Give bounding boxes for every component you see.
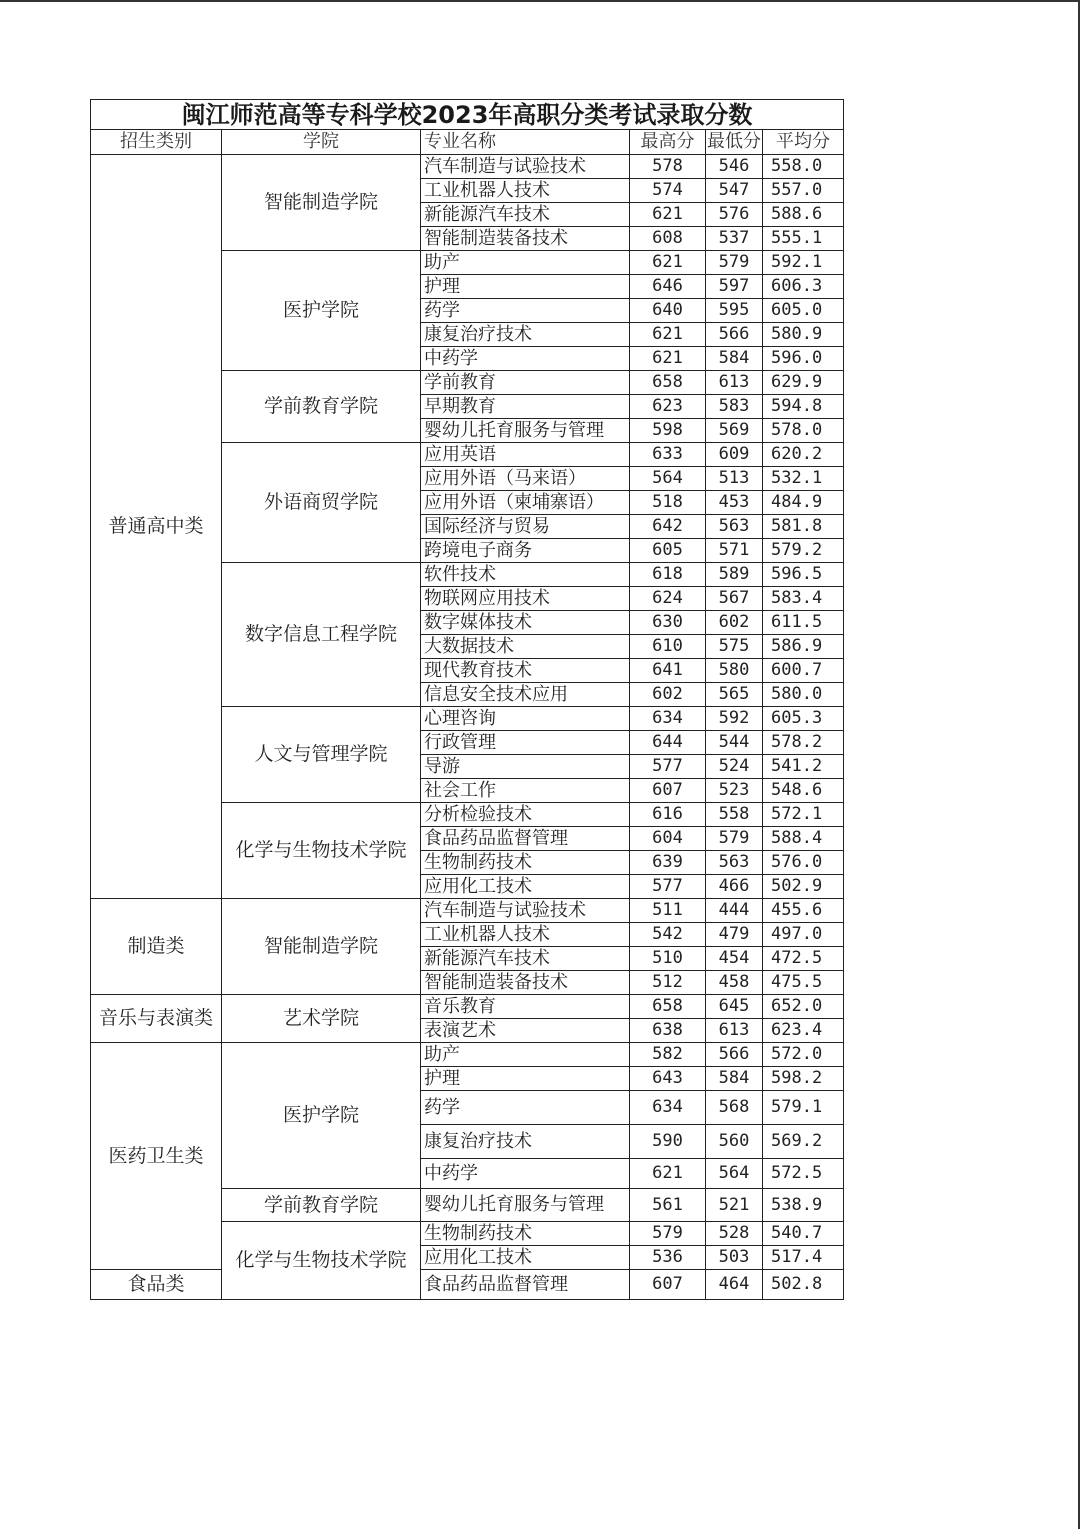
min-score-cell: 595 xyxy=(706,299,763,323)
avg-score-cell: 557.0 xyxy=(763,179,844,203)
max-score-cell: 640 xyxy=(630,299,706,323)
avg-score-cell: 538.9 xyxy=(763,1189,844,1222)
header-max-score: 最高分 xyxy=(630,130,706,155)
table-row xyxy=(91,1043,844,1067)
major-name-cell: 学前教育 xyxy=(421,371,630,395)
max-score-cell: 608 xyxy=(630,227,706,251)
avg-score-cell: 600.7 xyxy=(763,659,844,683)
max-score-cell: 641 xyxy=(630,659,706,683)
min-score-cell: 503 xyxy=(706,1246,763,1270)
major-name-cell: 应用化工技术 xyxy=(421,1246,630,1270)
major-name-cell: 助产 xyxy=(421,1043,630,1067)
avg-score-cell: 652.0 xyxy=(763,995,844,1019)
major-name-cell: 新能源汽车技术 xyxy=(421,203,630,227)
avg-score-cell: 596.5 xyxy=(763,563,844,587)
avg-score-cell: 572.5 xyxy=(763,1159,844,1189)
avg-score-cell: 555.1 xyxy=(763,227,844,251)
avg-score-cell: 605.0 xyxy=(763,299,844,323)
avg-score-cell: 606.3 xyxy=(763,275,844,299)
min-score-cell: 558 xyxy=(706,803,763,827)
max-score-cell: 578 xyxy=(630,155,706,179)
min-score-cell: 645 xyxy=(706,995,763,1019)
max-score-cell: 598 xyxy=(630,419,706,443)
max-score-cell: 644 xyxy=(630,731,706,755)
college-cell: 外语商贸学院 xyxy=(222,443,421,563)
avg-score-cell: 579.1 xyxy=(763,1091,844,1125)
avg-score-cell: 484.9 xyxy=(763,491,844,515)
avg-score-cell: 596.0 xyxy=(763,347,844,371)
max-score-cell: 579 xyxy=(630,1222,706,1246)
avg-score-cell: 569.2 xyxy=(763,1125,844,1159)
max-score-cell: 618 xyxy=(630,563,706,587)
max-score-cell: 577 xyxy=(630,755,706,779)
min-score-cell: 544 xyxy=(706,731,763,755)
min-score-cell: 453 xyxy=(706,491,763,515)
major-name-cell: 汽车制造与试验技术 xyxy=(421,155,630,179)
major-name-cell: 导游 xyxy=(421,755,630,779)
min-score-cell: 602 xyxy=(706,611,763,635)
max-score-cell: 510 xyxy=(630,947,706,971)
avg-score-cell: 623.4 xyxy=(763,1019,844,1043)
max-score-cell: 638 xyxy=(630,1019,706,1043)
major-name-cell: 工业机器人技术 xyxy=(421,923,630,947)
avg-score-cell: 541.2 xyxy=(763,755,844,779)
min-score-cell: 521 xyxy=(706,1189,763,1222)
max-score-cell: 542 xyxy=(630,923,706,947)
max-score-cell: 633 xyxy=(630,443,706,467)
min-score-cell: 564 xyxy=(706,1159,763,1189)
min-score-cell: 575 xyxy=(706,635,763,659)
avg-score-cell: 611.5 xyxy=(763,611,844,635)
max-score-cell: 512 xyxy=(630,971,706,995)
major-name-cell: 护理 xyxy=(421,1067,630,1091)
header-min-score: 最低分 xyxy=(706,130,763,155)
major-name-cell: 国际经济与贸易 xyxy=(421,515,630,539)
max-score-cell: 643 xyxy=(630,1067,706,1091)
category-cell: 制造类 xyxy=(91,899,222,995)
college-cell: 化学与生物技术学院 xyxy=(222,803,421,899)
min-score-cell: 584 xyxy=(706,1067,763,1091)
max-score-cell: 582 xyxy=(630,1043,706,1067)
avg-score-cell: 581.8 xyxy=(763,515,844,539)
min-score-cell: 560 xyxy=(706,1125,763,1159)
min-score-cell: 597 xyxy=(706,275,763,299)
major-name-cell: 心理咨询 xyxy=(421,707,630,731)
college-cell: 学前教育学院 xyxy=(222,371,421,443)
college-cell: 化学与生物技术学院 xyxy=(222,1222,421,1300)
admission-score-table xyxy=(90,99,844,1300)
min-score-cell: 571 xyxy=(706,539,763,563)
major-name-cell: 工业机器人技术 xyxy=(421,179,630,203)
max-score-cell: 610 xyxy=(630,635,706,659)
college-cell: 医护学院 xyxy=(222,1043,421,1189)
major-name-cell: 护理 xyxy=(421,275,630,299)
max-score-cell: 621 xyxy=(630,323,706,347)
max-score-cell: 605 xyxy=(630,539,706,563)
max-score-cell: 623 xyxy=(630,395,706,419)
max-score-cell: 621 xyxy=(630,1159,706,1189)
min-score-cell: 537 xyxy=(706,227,763,251)
table-title: 闽江师范高等专科学校2023年高职分类考试录取分数 xyxy=(91,100,844,130)
max-score-cell: 630 xyxy=(630,611,706,635)
header-category: 招生类别 xyxy=(91,130,222,155)
avg-score-cell: 620.2 xyxy=(763,443,844,467)
major-name-cell: 食品药品监督管理 xyxy=(421,827,630,851)
avg-score-cell: 586.9 xyxy=(763,635,844,659)
avg-score-cell: 629.9 xyxy=(763,371,844,395)
college-cell: 学前教育学院 xyxy=(222,1189,421,1222)
major-name-cell: 汽车制造与试验技术 xyxy=(421,899,630,923)
max-score-cell: 577 xyxy=(630,875,706,899)
min-score-cell: 583 xyxy=(706,395,763,419)
avg-score-cell: 572.1 xyxy=(763,803,844,827)
major-name-cell: 早期教育 xyxy=(421,395,630,419)
min-score-cell: 566 xyxy=(706,323,763,347)
avg-score-cell: 472.5 xyxy=(763,947,844,971)
max-score-cell: 658 xyxy=(630,371,706,395)
max-score-cell: 634 xyxy=(630,1091,706,1125)
avg-score-cell: 497.0 xyxy=(763,923,844,947)
min-score-cell: 513 xyxy=(706,467,763,491)
avg-score-cell: 583.4 xyxy=(763,587,844,611)
category-cell: 医药卫生类 xyxy=(91,1043,222,1270)
min-score-cell: 464 xyxy=(706,1270,763,1300)
major-name-cell: 婴幼儿托育服务与管理 xyxy=(421,1189,630,1222)
major-name-cell: 应用英语 xyxy=(421,443,630,467)
min-score-cell: 563 xyxy=(706,851,763,875)
avg-score-cell: 540.7 xyxy=(763,1222,844,1246)
max-score-cell: 621 xyxy=(630,251,706,275)
avg-score-cell: 605.3 xyxy=(763,707,844,731)
major-name-cell: 康复治疗技术 xyxy=(421,323,630,347)
major-name-cell: 药学 xyxy=(421,1091,630,1125)
min-score-cell: 565 xyxy=(706,683,763,707)
college-cell: 艺术学院 xyxy=(222,995,421,1043)
avg-score-cell: 517.4 xyxy=(763,1246,844,1270)
table-row xyxy=(91,155,844,179)
max-score-cell: 621 xyxy=(630,347,706,371)
max-score-cell: 561 xyxy=(630,1189,706,1222)
max-score-cell: 634 xyxy=(630,707,706,731)
min-score-cell: 576 xyxy=(706,203,763,227)
min-score-cell: 567 xyxy=(706,587,763,611)
major-name-cell: 跨境电子商务 xyxy=(421,539,630,563)
max-score-cell: 536 xyxy=(630,1246,706,1270)
max-score-cell: 607 xyxy=(630,1270,706,1300)
college-cell: 数字信息工程学院 xyxy=(222,563,421,707)
max-score-cell: 642 xyxy=(630,515,706,539)
max-score-cell: 639 xyxy=(630,851,706,875)
max-score-cell: 511 xyxy=(630,899,706,923)
major-name-cell: 生物制药技术 xyxy=(421,851,630,875)
major-name-cell: 中药学 xyxy=(421,347,630,371)
major-name-cell: 康复治疗技术 xyxy=(421,1125,630,1159)
min-score-cell: 546 xyxy=(706,155,763,179)
avg-score-cell: 598.2 xyxy=(763,1067,844,1091)
avg-score-cell: 572.0 xyxy=(763,1043,844,1067)
major-name-cell: 软件技术 xyxy=(421,563,630,587)
major-name-cell: 食品药品监督管理 xyxy=(421,1270,630,1300)
max-score-cell: 616 xyxy=(630,803,706,827)
min-score-cell: 563 xyxy=(706,515,763,539)
major-name-cell: 分析检验技术 xyxy=(421,803,630,827)
major-name-cell: 现代教育技术 xyxy=(421,659,630,683)
avg-score-cell: 588.6 xyxy=(763,203,844,227)
min-score-cell: 592 xyxy=(706,707,763,731)
avg-score-cell: 475.5 xyxy=(763,971,844,995)
avg-score-cell: 594.8 xyxy=(763,395,844,419)
major-name-cell: 音乐教育 xyxy=(421,995,630,1019)
major-name-cell: 药学 xyxy=(421,299,630,323)
min-score-cell: 524 xyxy=(706,755,763,779)
min-score-cell: 579 xyxy=(706,251,763,275)
major-name-cell: 智能制造装备技术 xyxy=(421,227,630,251)
avg-score-cell: 580.9 xyxy=(763,323,844,347)
min-score-cell: 547 xyxy=(706,179,763,203)
min-score-cell: 458 xyxy=(706,971,763,995)
min-score-cell: 566 xyxy=(706,1043,763,1067)
max-score-cell: 590 xyxy=(630,1125,706,1159)
table-row xyxy=(91,1270,844,1300)
major-name-cell: 助产 xyxy=(421,251,630,275)
avg-score-cell: 502.8 xyxy=(763,1270,844,1300)
min-score-cell: 466 xyxy=(706,875,763,899)
avg-score-cell: 592.1 xyxy=(763,251,844,275)
avg-score-cell: 588.4 xyxy=(763,827,844,851)
min-score-cell: 568 xyxy=(706,1091,763,1125)
min-score-cell: 613 xyxy=(706,1019,763,1043)
max-score-cell: 518 xyxy=(630,491,706,515)
major-name-cell: 应用外语（马来语） xyxy=(421,467,630,491)
header-major: 专业名称 xyxy=(421,130,630,155)
avg-score-cell: 580.0 xyxy=(763,683,844,707)
avg-score-cell: 455.6 xyxy=(763,899,844,923)
min-score-cell: 589 xyxy=(706,563,763,587)
major-name-cell: 新能源汽车技术 xyxy=(421,947,630,971)
category-cell: 食品类 xyxy=(91,1270,222,1300)
avg-score-cell: 548.6 xyxy=(763,779,844,803)
major-name-cell: 应用化工技术 xyxy=(421,875,630,899)
page-border-top xyxy=(0,0,1080,2)
min-score-cell: 569 xyxy=(706,419,763,443)
major-name-cell: 大数据技术 xyxy=(421,635,630,659)
max-score-cell: 621 xyxy=(630,203,706,227)
major-name-cell: 婴幼儿托育服务与管理 xyxy=(421,419,630,443)
major-name-cell: 应用外语（柬埔寨语） xyxy=(421,491,630,515)
min-score-cell: 528 xyxy=(706,1222,763,1246)
min-score-cell: 444 xyxy=(706,899,763,923)
avg-score-cell: 576.0 xyxy=(763,851,844,875)
avg-score-cell: 532.1 xyxy=(763,467,844,491)
avg-score-cell: 578.0 xyxy=(763,419,844,443)
major-name-cell: 表演艺术 xyxy=(421,1019,630,1043)
max-score-cell: 646 xyxy=(630,275,706,299)
min-score-cell: 584 xyxy=(706,347,763,371)
college-cell: 智能制造学院 xyxy=(222,899,421,995)
min-score-cell: 454 xyxy=(706,947,763,971)
major-name-cell: 行政管理 xyxy=(421,731,630,755)
major-name-cell: 生物制药技术 xyxy=(421,1222,630,1246)
college-cell: 医护学院 xyxy=(222,251,421,371)
max-score-cell: 564 xyxy=(630,467,706,491)
min-score-cell: 613 xyxy=(706,371,763,395)
avg-score-cell: 579.2 xyxy=(763,539,844,563)
max-score-cell: 624 xyxy=(630,587,706,611)
table-row xyxy=(91,899,844,923)
avg-score-cell: 502.9 xyxy=(763,875,844,899)
avg-score-cell: 558.0 xyxy=(763,155,844,179)
min-score-cell: 579 xyxy=(706,827,763,851)
max-score-cell: 602 xyxy=(630,683,706,707)
college-cell: 智能制造学院 xyxy=(222,155,421,251)
max-score-cell: 607 xyxy=(630,779,706,803)
category-cell: 音乐与表演类 xyxy=(91,995,222,1043)
table-row xyxy=(91,995,844,1019)
major-name-cell: 中药学 xyxy=(421,1159,630,1189)
header-avg-score: 平均分 xyxy=(763,130,844,155)
header-college: 学院 xyxy=(222,130,421,155)
college-cell: 人文与管理学院 xyxy=(222,707,421,803)
major-name-cell: 数字媒体技术 xyxy=(421,611,630,635)
avg-score-cell: 578.2 xyxy=(763,731,844,755)
min-score-cell: 479 xyxy=(706,923,763,947)
major-name-cell: 信息安全技术应用 xyxy=(421,683,630,707)
major-name-cell: 社会工作 xyxy=(421,779,630,803)
category-cell: 普通高中类 xyxy=(91,155,222,899)
min-score-cell: 609 xyxy=(706,443,763,467)
max-score-cell: 604 xyxy=(630,827,706,851)
major-name-cell: 智能制造装备技术 xyxy=(421,971,630,995)
max-score-cell: 658 xyxy=(630,995,706,1019)
min-score-cell: 580 xyxy=(706,659,763,683)
max-score-cell: 574 xyxy=(630,179,706,203)
min-score-cell: 523 xyxy=(706,779,763,803)
major-name-cell: 物联网应用技术 xyxy=(421,587,630,611)
